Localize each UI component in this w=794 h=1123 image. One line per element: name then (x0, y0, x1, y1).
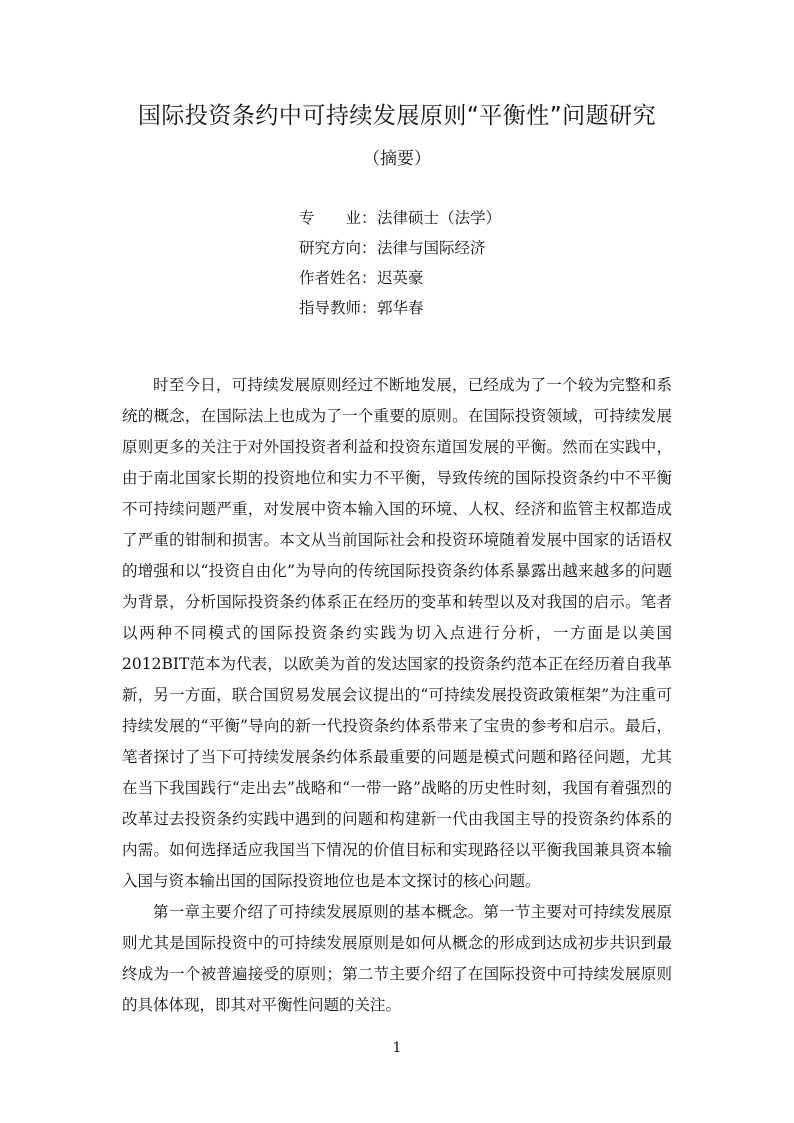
abstract-paragraph-2: 第一章主要介绍了可持续发展原则的基本概念。第一节主要对可持续发展原则尤其是国际投资中的可持续发展原则是如何从概念的形成到达成初步共识到最终成为一个被普遍接受的原则；第二节主要介绍了在国际投资中可持续发展原则的具体体现，即其对平衡性问题的关注。 (122, 903, 672, 1014)
author-info-block (299, 203, 501, 323)
document-title: 国际投资条约中可持续发展原则“平衡性”问题研究 (137, 103, 657, 129)
meta-row-author (299, 263, 501, 293)
meta-label-research-direction: 研究方向： (299, 239, 377, 257)
page-number: 1 (392, 1040, 402, 1056)
meta-value-author: 迟英豪 (377, 269, 424, 287)
meta-row-research-direction (299, 233, 501, 263)
abstract-paragraph-1: 时至今日，可持续发展原则经过不断地发展，已经成为了一个较为完整和系统的概念，在国际法上也成为了一个重要的原则。在国际投资领域，可持续发展原则更多的关注于对外国投资者利益和投资东道国发展的平衡。然而在实践中，由于南北国家长期的投资地位和实力不平衡，导致传统的国际投资条约中不平衡不可持续问题严重，对发展中资本输入国的环境、人权、经济和监管主权都造成了严重的钳制和损害。本文从当前国际社会和投资环境随着发展中国家的话语权的增强和以“投资自由化”为导向的传统国际投资条约体系暴露出越来越多的问题为背景，分析国际投资条约体系正在经历的变革和转型以及对我国的启示。笔者以两种不同模式的国际投资条约实践为切入点进行分析，一方面是以美国2012BIT范本为代表，以欧美为首的发达国家的投资条约范本正在经历着自我革新，另一方面，联合国贸易发展会议提出的“可持续发展投资政策框架”为注重可持续发展的“平衡”导向的新一代投资条约体系带来了宝贵的参考和启示。最后，笔者探讨了当下可持续发展条约体系最重要的问题是模式问题和路径问题，尤其在当下我国践行“走出去”战略和“一带一路”战略的历史性时刻，我国有着强烈的改革过去投资条约实践中遇到的问题和构建新一代由我国主导的投资条约体系的内需。如何选择适应我国当下情况的价值目标和实现路径以平衡我国兼具资本输入国与资本输出国的国际投资地位也是本文探讨的核心问题。 (122, 376, 672, 890)
meta-row-major (299, 203, 501, 233)
meta-value-research-direction: 法律与国际经济 (377, 239, 486, 257)
meta-value-major: 法律硕士（法学） (377, 209, 502, 227)
document-subtitle: （摘要） (363, 149, 431, 169)
meta-value-advisor: 郭华春 (377, 299, 424, 317)
abstract-body (122, 370, 672, 1021)
meta-label-advisor: 指导教师： (299, 299, 377, 317)
meta-label-author: 作者姓名： (299, 269, 377, 287)
meta-label-major: 专 业： (299, 209, 377, 227)
meta-row-advisor (299, 293, 501, 323)
